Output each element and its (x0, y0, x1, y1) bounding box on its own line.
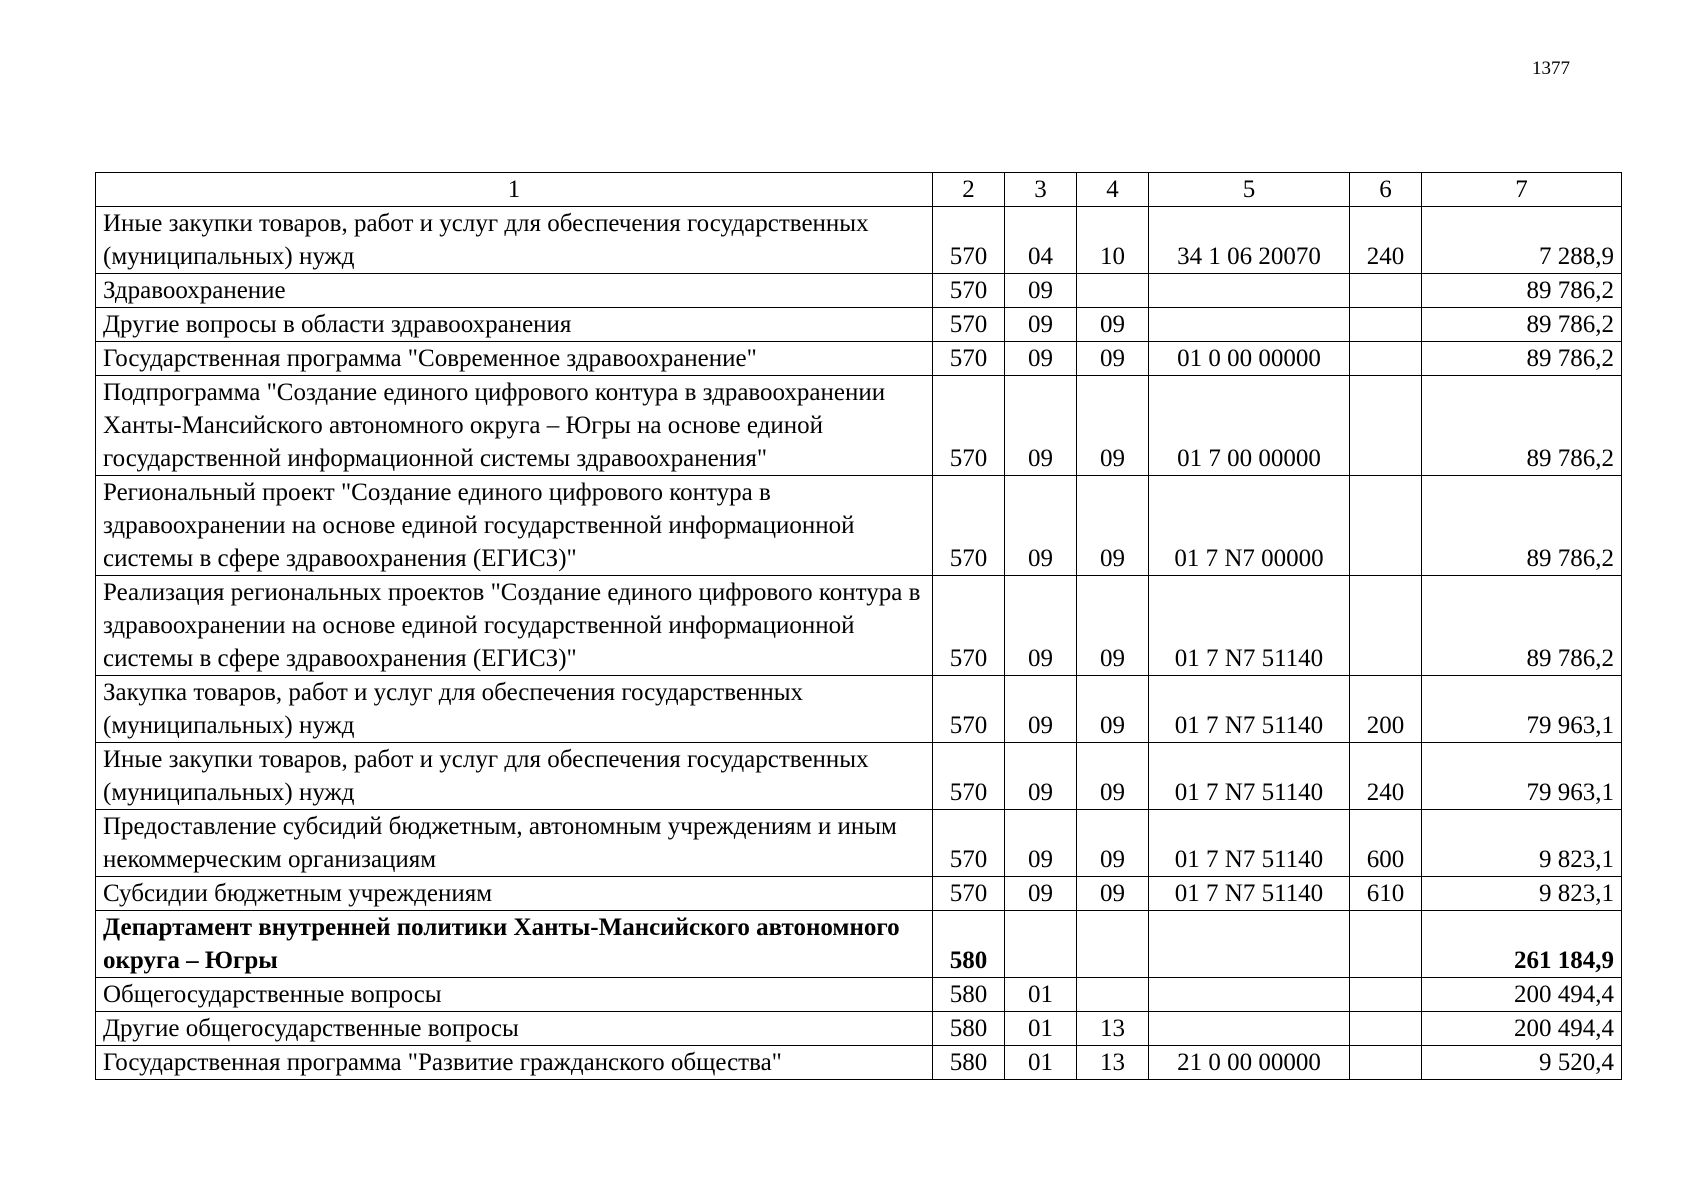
row-expense-type-cell (1350, 1046, 1422, 1080)
row-amount-cell: 89 786,2 (1422, 342, 1622, 376)
row-name-cell: Предоставление субсидий бюджетным, автономным учреждениям и иным некоммерческим организациям (96, 810, 933, 877)
row-target-article-cell (1149, 978, 1350, 1012)
row-name-cell: Реализация региональных проектов "Создание единого цифрового контура в здравоохранении на основе единой государственной информационной системы в сфере здравоохранения (ЕГИСЗ)" (96, 576, 933, 676)
row-section-cell: 09 (1005, 743, 1077, 810)
row-target-article-cell (1149, 308, 1350, 342)
row-code-cell: 570 (933, 376, 1005, 476)
row-expense-type-cell (1350, 978, 1422, 1012)
row-expense-type-cell: 240 (1350, 207, 1422, 274)
row-section-cell: 01 (1005, 1012, 1077, 1046)
row-code-cell: 570 (933, 274, 1005, 308)
table-row (96, 576, 1622, 676)
page-number: 1377 (1532, 58, 1570, 79)
row-expense-type-cell: 200 (1350, 676, 1422, 743)
row-amount-cell: 79 963,1 (1422, 743, 1622, 810)
table-row (96, 911, 1622, 978)
row-subsection-cell: 09 (1077, 877, 1149, 911)
row-section-cell: 09 (1005, 476, 1077, 576)
row-name-cell: Иные закупки товаров, работ и услуг для обеспечения государственных (муниципальных) нужд (96, 743, 933, 810)
row-code-cell: 570 (933, 207, 1005, 274)
row-expense-type-cell (1350, 476, 1422, 576)
header-cell: 6 (1350, 173, 1422, 207)
row-code-cell: 580 (933, 1012, 1005, 1046)
row-section-cell (1005, 911, 1077, 978)
row-target-article-cell: 01 7 N7 51140 (1149, 676, 1350, 743)
row-expense-type-cell (1350, 576, 1422, 676)
row-target-article-cell: 34 1 06 20070 (1149, 207, 1350, 274)
row-target-article-cell: 01 7 N7 51140 (1149, 810, 1350, 877)
row-name-cell: Государственная программа "Развитие гражданского общества" (96, 1046, 933, 1080)
row-target-article-cell: 01 0 00 00000 (1149, 342, 1350, 376)
table-row (96, 743, 1622, 810)
table-row (96, 1012, 1622, 1046)
row-subsection-cell: 09 (1077, 576, 1149, 676)
table-row (96, 342, 1622, 376)
row-expense-type-cell: 240 (1350, 743, 1422, 810)
row-name-cell: Департамент внутренней политики Ханты-Мансийского автономного округа – Югры (96, 911, 933, 978)
row-section-cell: 09 (1005, 810, 1077, 877)
row-name-cell: Другие вопросы в области здравоохранения (96, 308, 933, 342)
table-row (96, 978, 1622, 1012)
row-subsection-cell: 09 (1077, 376, 1149, 476)
row-expense-type-cell (1350, 1012, 1422, 1046)
row-target-article-cell: 01 7 N7 51140 (1149, 576, 1350, 676)
row-section-cell: 09 (1005, 308, 1077, 342)
row-target-article-cell: 21 0 00 00000 (1149, 1046, 1350, 1080)
row-amount-cell: 7 288,9 (1422, 207, 1622, 274)
header-cell: 2 (933, 173, 1005, 207)
row-subsection-cell: 10 (1077, 207, 1149, 274)
row-expense-type-cell (1350, 376, 1422, 476)
row-subsection-cell (1077, 274, 1149, 308)
row-expense-type-cell: 600 (1350, 810, 1422, 877)
row-section-cell: 04 (1005, 207, 1077, 274)
row-code-cell: 570 (933, 676, 1005, 743)
table-row (96, 810, 1622, 877)
row-expense-type-cell: 610 (1350, 877, 1422, 911)
row-section-cell: 01 (1005, 978, 1077, 1012)
row-amount-cell: 261 184,9 (1422, 911, 1622, 978)
row-code-cell: 570 (933, 342, 1005, 376)
row-expense-type-cell (1350, 911, 1422, 978)
table-row (96, 207, 1622, 274)
row-target-article-cell: 01 7 N7 00000 (1149, 476, 1350, 576)
row-section-cell: 09 (1005, 274, 1077, 308)
row-code-cell: 570 (933, 476, 1005, 576)
row-subsection-cell: 13 (1077, 1046, 1149, 1080)
row-name-cell: Другие общегосударственные вопросы (96, 1012, 933, 1046)
header-cell: 1 (96, 173, 933, 207)
row-subsection-cell: 13 (1077, 1012, 1149, 1046)
row-name-cell: Общегосударственные вопросы (96, 978, 933, 1012)
row-target-article-cell (1149, 274, 1350, 308)
row-subsection-cell: 09 (1077, 308, 1149, 342)
row-subsection-cell (1077, 978, 1149, 1012)
table-row (96, 308, 1622, 342)
row-subsection-cell: 09 (1077, 676, 1149, 743)
row-name-cell: Субсидии бюджетным учреждениям (96, 877, 933, 911)
row-subsection-cell: 09 (1077, 342, 1149, 376)
row-target-article-cell (1149, 1012, 1350, 1046)
table-row (96, 1046, 1622, 1080)
row-target-article-cell: 01 7 N7 51140 (1149, 877, 1350, 911)
row-code-cell: 570 (933, 810, 1005, 877)
row-amount-cell: 89 786,2 (1422, 274, 1622, 308)
row-section-cell: 09 (1005, 877, 1077, 911)
row-name-cell: Здравоохранение (96, 274, 933, 308)
row-subsection-cell: 09 (1077, 810, 1149, 877)
row-amount-cell: 9 823,1 (1422, 810, 1622, 877)
row-amount-cell: 9 520,4 (1422, 1046, 1622, 1080)
row-name-cell: Региональный проект "Создание единого цифрового контура в здравоохранении на основе единой государственной информационной системы в сфере здравоохранения (ЕГИСЗ)" (96, 476, 933, 576)
row-code-cell: 570 (933, 877, 1005, 911)
row-expense-type-cell (1350, 274, 1422, 308)
table-header-row (96, 173, 1622, 207)
table-row (96, 476, 1622, 576)
row-expense-type-cell (1350, 342, 1422, 376)
row-code-cell: 580 (933, 978, 1005, 1012)
table-row (96, 376, 1622, 476)
row-expense-type-cell (1350, 308, 1422, 342)
row-amount-cell: 89 786,2 (1422, 576, 1622, 676)
row-amount-cell: 79 963,1 (1422, 676, 1622, 743)
row-section-cell: 09 (1005, 376, 1077, 476)
row-amount-cell: 200 494,4 (1422, 978, 1622, 1012)
row-section-cell: 09 (1005, 676, 1077, 743)
header-cell: 5 (1149, 173, 1350, 207)
header-cell: 3 (1005, 173, 1077, 207)
row-section-cell: 09 (1005, 342, 1077, 376)
row-name-cell: Подпрограмма "Создание единого цифрового контура в здравоохранении Ханты-Мансийского автономного округа – Югры на основе единой государственной информационной системы здравоохранения" (96, 376, 933, 476)
table-row (96, 676, 1622, 743)
row-amount-cell: 200 494,4 (1422, 1012, 1622, 1046)
row-amount-cell: 89 786,2 (1422, 476, 1622, 576)
row-code-cell: 580 (933, 911, 1005, 978)
row-target-article-cell: 01 7 N7 51140 (1149, 743, 1350, 810)
row-subsection-cell: 09 (1077, 476, 1149, 576)
row-amount-cell: 89 786,2 (1422, 308, 1622, 342)
row-code-cell: 570 (933, 743, 1005, 810)
row-subsection-cell (1077, 911, 1149, 978)
row-section-cell: 01 (1005, 1046, 1077, 1080)
row-name-cell: Закупка товаров, работ и услуг для обеспечения государственных (муниципальных) нужд (96, 676, 933, 743)
row-amount-cell: 89 786,2 (1422, 376, 1622, 476)
budget-table (95, 172, 1622, 1080)
row-code-cell: 570 (933, 576, 1005, 676)
table-row (96, 274, 1622, 308)
header-cell: 7 (1422, 173, 1622, 207)
table-row (96, 877, 1622, 911)
row-name-cell: Государственная программа "Современное здравоохранение" (96, 342, 933, 376)
row-amount-cell: 9 823,1 (1422, 877, 1622, 911)
header-cell: 4 (1077, 173, 1149, 207)
row-subsection-cell: 09 (1077, 743, 1149, 810)
row-code-cell: 570 (933, 308, 1005, 342)
row-target-article-cell: 01 7 00 00000 (1149, 376, 1350, 476)
row-target-article-cell (1149, 911, 1350, 978)
row-section-cell: 09 (1005, 576, 1077, 676)
row-code-cell: 580 (933, 1046, 1005, 1080)
row-name-cell: Иные закупки товаров, работ и услуг для обеспечения государственных (муниципальных) нужд (96, 207, 933, 274)
